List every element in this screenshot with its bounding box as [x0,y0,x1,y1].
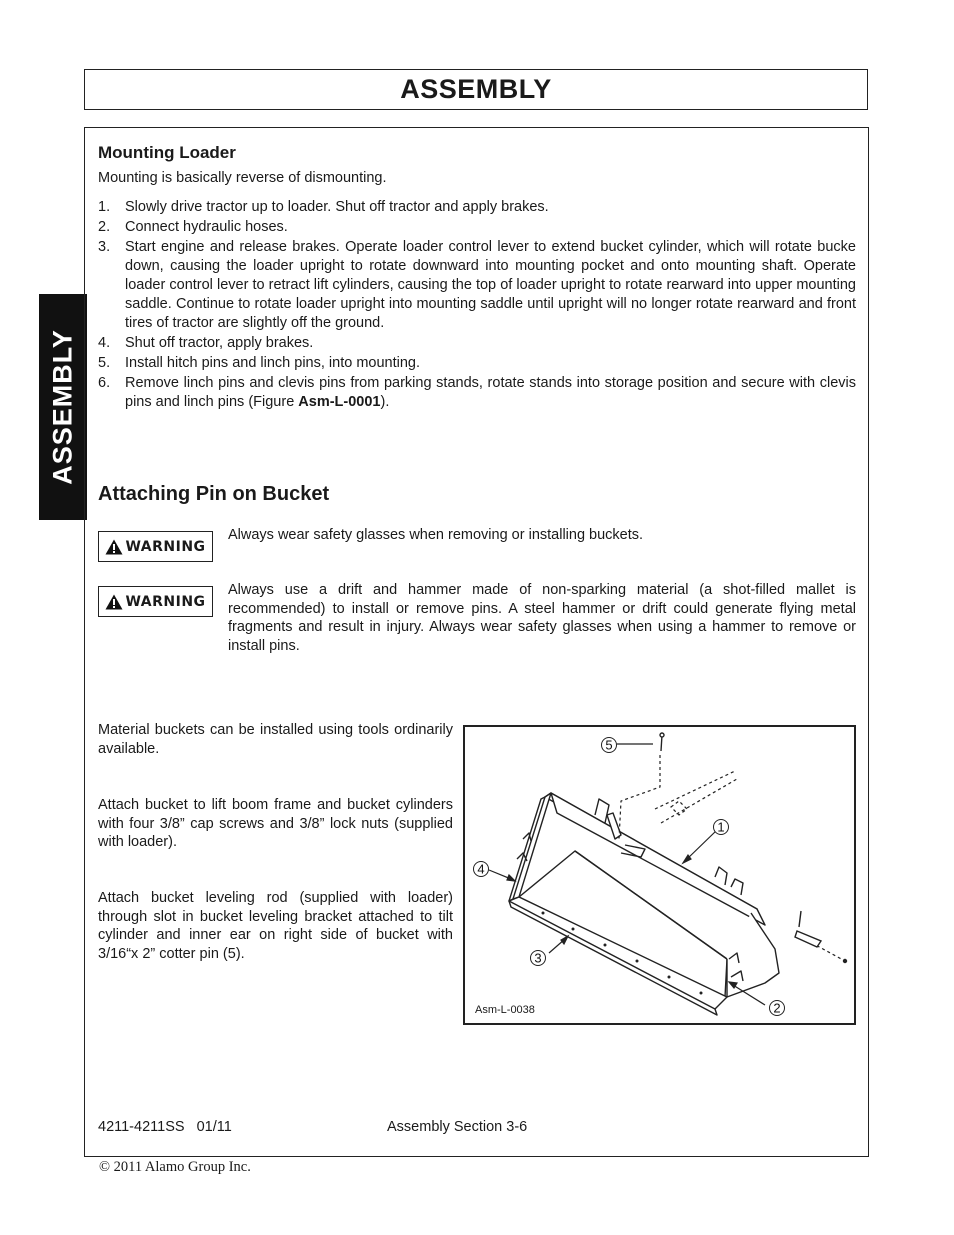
step-text-before: Remove linch pins and clevis pins from parking stands, rotate stands into storage position and secure with clevis pins and linch pins (Figure [125,375,856,410]
figure-reference: Asm-L-0001 [298,394,381,410]
figure-id: Asm-L-0038 [475,1004,535,1016]
warning-label-text: WARNING [125,538,206,555]
warning-text: Always wear safety glasses when removing or installing buckets. [228,527,644,543]
section-side-tab [39,294,87,520]
footer-doc-code: 4211-4211SS 01/11 [98,1119,232,1135]
step-text: Slowly drive tractor up to loader. Shut off tractor and apply brakes. [125,199,549,215]
warning-text: Always use a drift and hammer made of non-sparking material (a shot-filled mallet is recommended) to install or remove pins. A steel hammer or drift could generate flying metal fragments and result in injury. Always wear safety glasses when using a hammer to remove or install pins. [228,582,856,654]
warning-label [98,586,213,617]
mounting-heading: Mounting Loader [98,143,236,162]
copyright: © 2011 Alamo Group Inc. [99,1159,251,1175]
step-number: 3. [98,239,111,255]
list-item [98,374,856,412]
page-header [84,69,868,110]
paragraph-attach-bucket: Attach bucket to lift boom frame and bucket cylinders with four 3/8” cap screws and 3/8” lock nuts (supplied with loader). [98,797,453,851]
step-text: Connect hydraulic hoses. [125,219,288,235]
warning-label-text: WARNING [125,593,206,610]
side-tab-label: ASSEMBLY [47,329,78,485]
warning-label [98,531,213,562]
step-text: Install hitch pins and linch pins, into mounting. [125,355,421,371]
list-item [98,238,856,333]
step-number: 6. [98,375,111,391]
step-text [125,374,856,412]
warning-triangle-icon [105,539,123,555]
step-text-after: ). [380,394,390,410]
callout-4: 4 [477,861,485,877]
callout-3: 3 [534,950,542,966]
paragraph-leveling-rod: Attach bucket leveling rod (supplied with loader) through slot in bucket leveling bracket attached to tilt cylinder and inner ear on right side of bucket with 3/16“x 2” cotter pin (5). [98,890,453,963]
bucket-illustration [465,727,854,1023]
attaching-heading: Attaching Pin on Bucket [98,483,330,505]
footer-section: Assembly Section 3-6 [387,1119,528,1135]
step-number: 4. [98,335,111,351]
list-item [98,198,856,217]
list-item [98,334,856,353]
callout-5: 5 [605,737,613,753]
step-number: 5. [98,355,111,371]
bucket-figure [463,725,856,1025]
step-text: Shut off tractor, apply brakes. [125,335,314,351]
paragraph-tools: Material buckets can be installed using tools ordinarily available. [98,722,453,757]
callout-2: 2 [773,1000,781,1016]
step-number: 2. [98,219,111,235]
mounting-steps-list [98,198,856,413]
callout-1: 1 [717,819,725,835]
page-title: ASSEMBLY [400,74,552,104]
step-text: Start engine and release brakes. Operate loader control lever to extend bucket cylinder, which will rotate bucke down, causing the loader upright to rotate downward into mounting pocket and onto mounting shaft. Operate loader control lever to retract lift cylinders, causing the top of loader upright to rotate rearward into upper mounting saddle. Continue to rotate loader upright into mounting saddle until upright will no longer rotate rearward and front tires of tractor are slightly off the ground. [125,239,856,331]
step-number: 1. [98,199,111,215]
list-item [98,354,856,373]
list-item [98,218,856,237]
warning-triangle-icon [105,594,123,610]
mounting-intro: Mounting is basically reverse of dismounting. [98,170,387,186]
